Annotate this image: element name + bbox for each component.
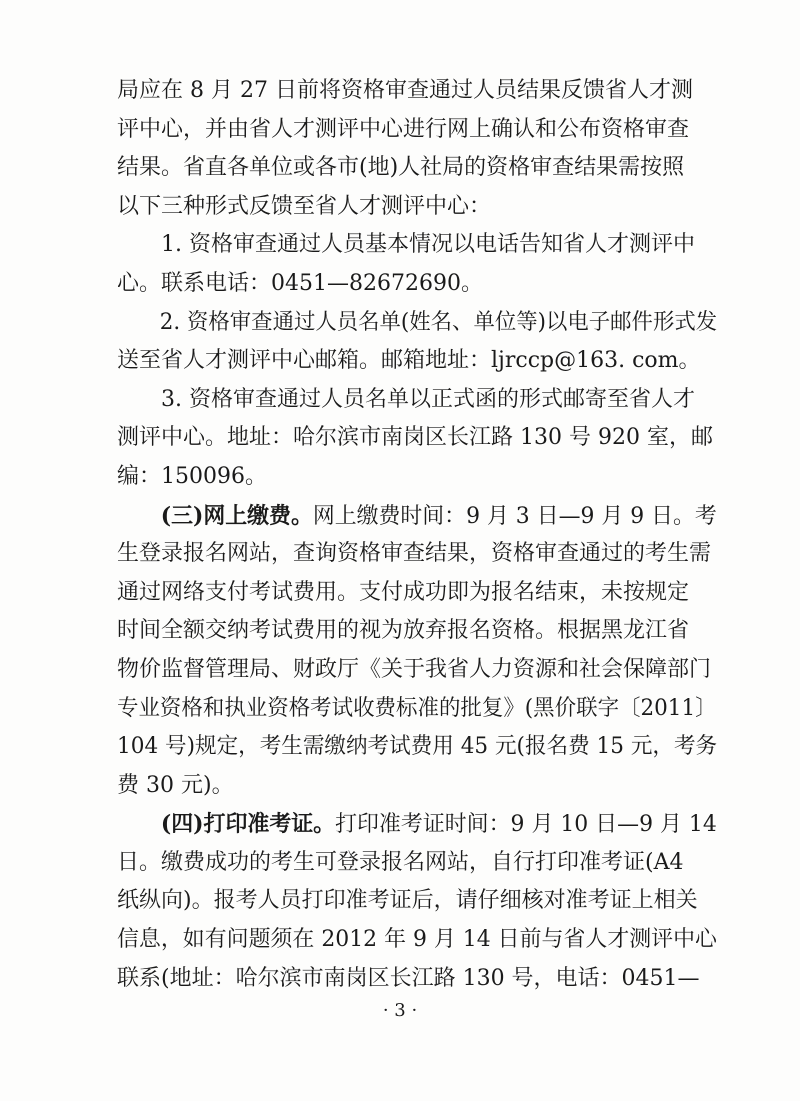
text-line-6: 心。联系电话：0451—82672690。 xyxy=(117,270,483,296)
text-line-5: 1. 资格审查通过人员基本情况以电话告知省人才测评中 xyxy=(117,232,695,258)
text-line-8: 送至省人才测评中心邮箱。邮箱地址：ljrccp@163. com。 xyxy=(117,348,701,374)
text-line-18: 104 号)规定，考生需缴纳考试费用 45 元(报名费 15 元，考务 xyxy=(117,734,718,760)
body-text xyxy=(117,72,717,998)
text-line-14: 通过网络支付考试费用。支付成功即为报名结束，未按规定 xyxy=(117,579,690,605)
text-line-24: 联系(地址：哈尔滨市南岗区长江路 130 号，电话：0451— xyxy=(117,965,700,991)
text-line-17: 专业资格和执业资格考试收费标准的批复》(黑价联字〔2011〕 xyxy=(117,695,717,721)
text-line-19: 费 30 元)。 xyxy=(117,772,234,798)
page-number: · 3 · xyxy=(382,1000,418,1021)
text-line-16: 物价监督管理局、财政厅《关于我省人力资源和社会保障部门 xyxy=(117,656,712,682)
text-line-21: 日。缴费成功的考生可登录报名网站，自行打印准考证(A4 xyxy=(117,849,684,875)
section-heading-print-admission: (四)打印准考证。 xyxy=(117,811,336,838)
text-line-12: (三)网上缴费。网上缴费时间：9 月 3 日—9 月 9 日。考 xyxy=(117,502,717,529)
text-line-7: 2. 资格审查通过人员名单(姓名、单位等)以电子邮件形式发 xyxy=(117,309,718,335)
text-line-1: 局应在 8 月 27 日前将资格审查通过人员结果反馈省人才测 xyxy=(117,78,693,103)
text-line-2: 评中心，并由省人才测评中心进行网上确认和公布资格审查 xyxy=(117,116,690,142)
text-line-15: 时间全额交纳考试费用的视为放弃报名资格。根据黑龙江省 xyxy=(117,618,690,644)
section-heading-online-payment: (三)网上缴费。 xyxy=(117,502,313,529)
text-line-11: 编：150096。 xyxy=(117,463,267,489)
text-line-22: 纸纵向)。报考人员打印准考证后，请仔细核对准考证上相关 xyxy=(117,888,698,914)
text-line-13: 生登录报名网站，查询资格审查结果，资格审查通过的考生需 xyxy=(117,541,712,567)
text-line-23: 信息，如有问题须在 2012 年 9 月 14 日前与省人才测评中心 xyxy=(117,927,717,953)
text-line-9: 3. 资格审查通过人员名单以正式函的形式邮寄至省人才 xyxy=(117,386,695,412)
text-line-4: 以下三种形式反馈至省人才测评中心： xyxy=(117,193,492,219)
text-line-10: 测评中心。地址：哈尔滨市南岗区长江路 130 号 920 室，邮 xyxy=(117,425,713,451)
text-line-3: 结果。省直各单位或各市(地)人社局的资格审查结果需按照 xyxy=(117,155,685,181)
text-line-20: (四)打印准考证。打印准考证时间：9 月 10 日—9 月 14 xyxy=(117,811,717,838)
